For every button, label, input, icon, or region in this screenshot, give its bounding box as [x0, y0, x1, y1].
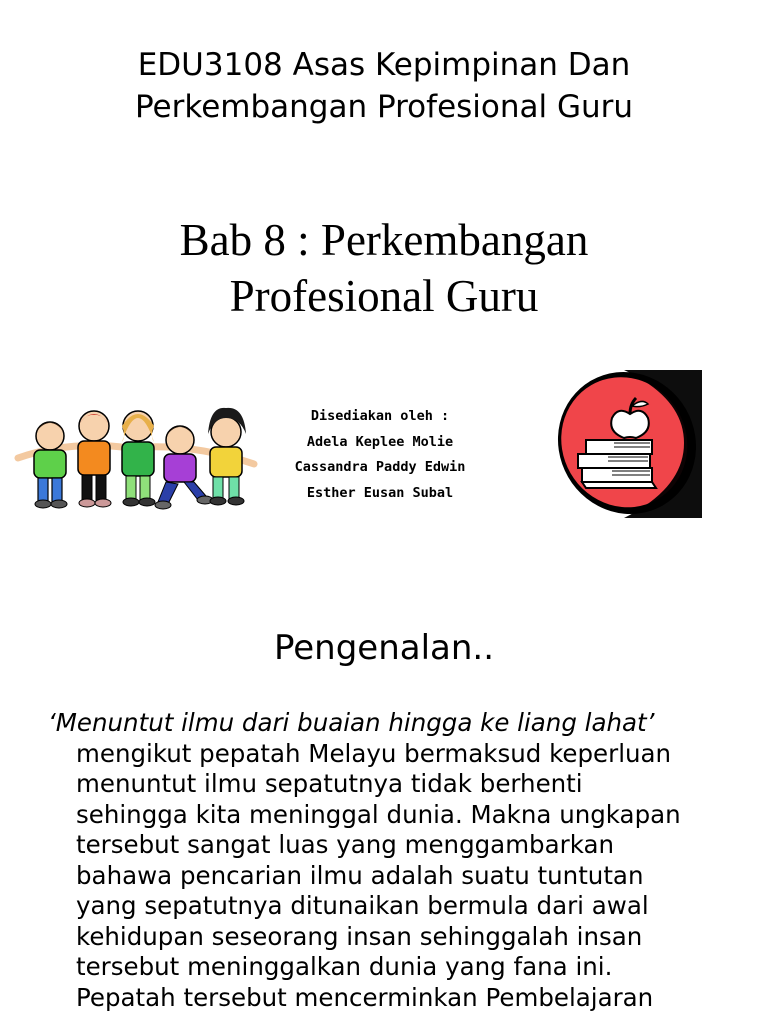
- course-title-line-2: Perkembangan Profesional Guru: [134, 89, 634, 125]
- author-name: Esther Eusan Subal: [306, 484, 454, 501]
- paragraph-line: kehidupan seseorang insan sehinggalah insan: [76, 921, 643, 951]
- paragraph-line: mengikut pepatah Melayu bermaksud keperluan: [76, 738, 672, 768]
- author-name: Cassandra Paddy Edwin: [294, 459, 466, 475]
- credits: [258, 404, 502, 506]
- child-figure: [78, 411, 111, 507]
- paragraph-line: menuntut ilmu sepatutnya tidak berhenti: [76, 769, 583, 798]
- child-figure: [34, 422, 67, 508]
- paragraph-line: Pepatah tersebut mencerminkan Pembelajaran: [76, 982, 654, 1012]
- course-title-line-1: EDU3108 Asas Kepimpinan Dan: [137, 47, 631, 83]
- chapter-title-line-2: Profesional Guru: [229, 271, 539, 321]
- paragraph-line: tersebut sangat luas yang menggambarkan: [76, 830, 614, 859]
- paragraph-line: bahawa pencarian ilmu adalah suatu tuntutan: [76, 860, 644, 890]
- paragraph-line: sehingga kita meninggal dunia. Makna ungkapan: [76, 799, 681, 829]
- paragraph-line: tersebut meninggalkan dunia yang fana ini.: [76, 952, 613, 981]
- paragraph-line: yang sepatutnya ditunaikan bermula dari awal: [76, 891, 649, 920]
- apple-on-books-icon: [552, 368, 702, 518]
- malay-proverb-quote: ‘Menuntut ilmu dari buaian hingga ke liang lahat’: [48, 708, 655, 737]
- intro-paragraph: [48, 708, 760, 1013]
- course-title: [0, 44, 768, 128]
- child-figure: [122, 411, 155, 506]
- author-name: Adela Keplee Molie: [306, 433, 454, 450]
- children-group-illustration: [10, 396, 260, 516]
- child-figure: [208, 408, 246, 505]
- chapter-title: [0, 212, 768, 324]
- section-title: Pengenalan..: [273, 628, 495, 668]
- child-figure: [155, 426, 213, 509]
- credits-heading: Disediakan oleh :: [310, 408, 450, 424]
- chapter-title-line-1: Bab 8 : Perkembangan: [179, 215, 589, 265]
